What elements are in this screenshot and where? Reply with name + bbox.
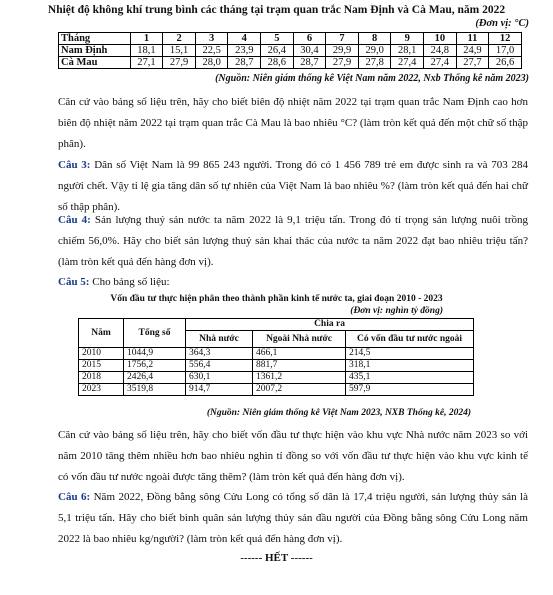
table-cell: 24,9 — [456, 45, 489, 57]
row-header: Nam Định — [59, 45, 131, 57]
table1-unit: (Đơn vị: °C) — [475, 18, 529, 29]
table-cell: 26,4 — [261, 45, 294, 57]
question-3 — [58, 155, 528, 218]
table-row — [59, 33, 522, 45]
investment-table — [78, 318, 474, 396]
table-cell: 30,4 — [293, 45, 326, 57]
table-cell: 318,1 — [346, 360, 474, 372]
table-cell: 17,0 — [489, 45, 522, 57]
table-cell: 29,9 — [326, 45, 359, 57]
table-row — [59, 45, 522, 57]
header-cell: Chia ra — [186, 319, 474, 331]
table-cell: 1044,9 — [124, 348, 186, 360]
question-label: Câu 6: — [58, 491, 91, 503]
table-cell: 28,7 — [228, 57, 261, 69]
table-cell: 27,9 — [163, 57, 196, 69]
month-cell: 11 — [456, 33, 489, 45]
table-cell: 28,6 — [261, 57, 294, 69]
table-cell: 2015 — [79, 360, 124, 372]
header-cell: Tổng số — [124, 319, 186, 348]
table-cell: 2018 — [79, 372, 124, 384]
table-row — [79, 319, 474, 331]
question-text: Cho bảng số liệu: — [89, 276, 170, 288]
table-cell: 26,6 — [489, 57, 522, 69]
question-label: Câu 5: — [58, 276, 90, 288]
table-cell: 27,8 — [358, 57, 391, 69]
table-cell: 3519,8 — [124, 384, 186, 396]
table-cell: 27,9 — [326, 57, 359, 69]
table-cell: 27,1 — [130, 57, 163, 69]
month-cell: 8 — [358, 33, 391, 45]
header-cell: Tháng — [59, 33, 131, 45]
month-cell: 2 — [163, 33, 196, 45]
question-text: Năm 2022, Đồng bằng sông Cửu Long có tổng số dân là 17,4 triệu người, sản lượng thủy sản là 5,1 triệu tấn. Hãy cho biết bình quân sản lượng thủy sản đầu người của Đồng bằng sông Cửu Long năm 2022 là bao nhiêu kg/người? (làm tròn kết quả đến hàng đơn vị). — [58, 491, 528, 545]
table-cell: 15,1 — [163, 45, 196, 57]
temperature-table — [58, 32, 522, 69]
table-cell: 466,1 — [253, 348, 346, 360]
table-cell: 27,4 — [424, 57, 457, 69]
table-cell: 630,1 — [186, 372, 253, 384]
row-header: Cà Mau — [59, 57, 131, 69]
table-cell: 23,9 — [228, 45, 261, 57]
question-text: Sản lượng thuỷ sản nước ta năm 2022 là 9,1 triệu tấn. Trong đó tỉ trọng sản lượng nuôi trồng chiếm 56,0%. Hãy cho biết sản lượng thuỷ sản khai thác của nước ta năm 2022 đạt bao nhiêu triệu tấn? (làm tròn kết quả đến hàng đơn vị). — [58, 214, 528, 268]
table-cell: 364,3 — [186, 348, 253, 360]
month-cell: 3 — [195, 33, 228, 45]
table-cell: 914,7 — [186, 384, 253, 396]
header-cell: Ngoài Nhà nước — [253, 331, 346, 348]
question-5-body: Căn cứ vào bảng số liệu trên, hãy cho biết vốn đầu tư thực hiện vào khu vực Nhà nước năm 2023 so với năm 2010 tăng thêm nhiều hơn bao nhiêu nghìn tỉ đồng so với vốn đầu tư thực hiện vào khu vực kinh tế có vốn đầu tư nước ngoài được tăng thêm? (làm tròn kết quả đến hàng đơn vị). — [58, 429, 528, 483]
question-4 — [58, 210, 528, 273]
table-cell: 22,5 — [195, 45, 228, 57]
month-cell: 9 — [391, 33, 424, 45]
table-cell: 597,9 — [346, 384, 474, 396]
header-cell: Có vốn đầu tư nước ngoài — [346, 331, 474, 348]
table-cell: 27,4 — [391, 57, 424, 69]
question-label: Câu 3: — [58, 159, 91, 171]
header-cell: Năm — [79, 319, 124, 348]
table-cell: 435,1 — [346, 372, 474, 384]
header-cell: Nhà nước — [186, 331, 253, 348]
table1-source: (Nguồn: Niên giám thống kê Việt Nam năm 2022, Nxb Thống kê năm 2023) — [215, 73, 529, 84]
month-cell: 4 — [228, 33, 261, 45]
table-cell: 28,1 — [391, 45, 424, 57]
question-5 — [58, 272, 528, 293]
table2-title: Vốn đầu tư thực hiện phân theo thành phần kinh tế nước ta, giai đoạn 2010 - 2023 — [110, 294, 443, 304]
month-cell: 10 — [424, 33, 457, 45]
month-cell: 1 — [130, 33, 163, 45]
table2-unit: (Đơn vị: nghìn tỷ đồng) — [350, 306, 443, 316]
question-label: Câu 4: — [58, 214, 91, 226]
table1-title: Nhiệt độ không khí trung bình các tháng tại trạm quan trắc Nam Định và Cà Mau, năm 2022 — [47, 4, 506, 16]
table-cell: 2010 — [79, 348, 124, 360]
table-cell: 2007,2 — [253, 384, 346, 396]
table-cell: 28,0 — [195, 57, 228, 69]
month-cell: 7 — [326, 33, 359, 45]
table-cell: 2426,4 — [124, 372, 186, 384]
table-row — [79, 372, 474, 384]
month-cell: 12 — [489, 33, 522, 45]
table-cell: 881,7 — [253, 360, 346, 372]
table-cell: 556,4 — [186, 360, 253, 372]
end-marker: ------ HẾT ------ — [240, 552, 313, 564]
table-row — [79, 384, 474, 396]
table-cell: 214,5 — [346, 348, 474, 360]
table-cell: 28,7 — [293, 57, 326, 69]
question-text: Dân số Việt Nam là 99 865 243 người. Trong đó có 1 456 789 trẻ em được sinh ra và 703 284 người chết. Vậy tỉ lệ gia tăng dân số tự nhiên của Việt Nam là bao nhiêu %? (làm tròn kết quả đến hai chữ số thập phân). — [58, 159, 528, 213]
table-cell: 24,8 — [424, 45, 457, 57]
month-cell: 6 — [293, 33, 326, 45]
month-cell: 5 — [261, 33, 294, 45]
table-row — [79, 360, 474, 372]
table-cell: 29,0 — [358, 45, 391, 57]
table-cell: 1756,2 — [124, 360, 186, 372]
question-6 — [58, 487, 528, 550]
question-intro: Căn cứ vào bảng số liệu trên, hãy cho biết biên độ nhiệt năm 2022 tại trạm quan trắc Nam Định cao hơn biên độ nhiệt năm 2022 tại trạm quan trắc Cà Mau là bao nhiêu °C? (làm tròn kết quả đến một chữ số thập phân). — [58, 96, 528, 150]
table-cell: 27,7 — [456, 57, 489, 69]
table-row — [79, 348, 474, 360]
table-cell: 1361,2 — [253, 372, 346, 384]
table2-source: (Nguồn: Niên giám thống kê Việt Nam 2023, NXB Thống kê, 2024) — [206, 408, 471, 418]
table-row — [59, 57, 522, 69]
table-cell: 2023 — [79, 384, 124, 396]
table-cell: 18,1 — [130, 45, 163, 57]
